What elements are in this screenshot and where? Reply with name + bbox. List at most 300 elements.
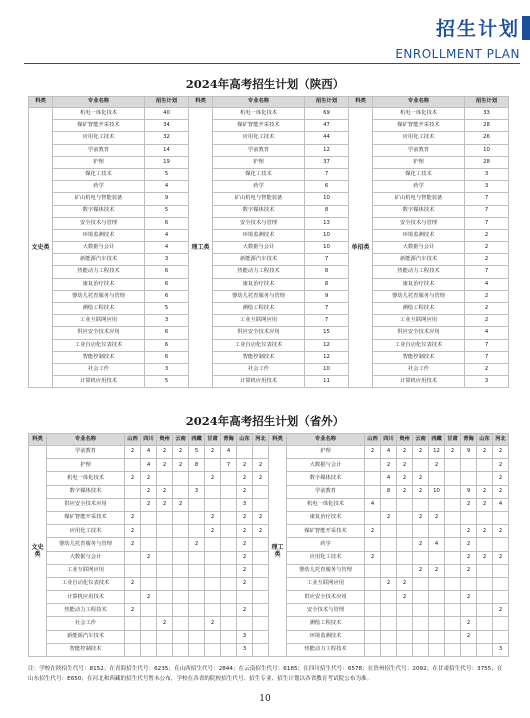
plan-count: 32 [145, 132, 189, 144]
plan-count [429, 617, 445, 630]
plan-count [141, 643, 157, 656]
header-cat: 科类 [29, 97, 53, 108]
plan-count [429, 591, 445, 604]
plan-count [445, 564, 461, 577]
major-name: 矿山机电与智能装备 [373, 193, 465, 205]
category-cell: 理工类 [269, 446, 287, 657]
plan-count: 15 [305, 327, 349, 339]
plan-count [125, 643, 141, 656]
plan-count: 2 [465, 229, 509, 241]
plan-count [189, 525, 205, 538]
plan-count [141, 538, 157, 551]
header-major: 专业名称 [287, 434, 365, 446]
plan-count [189, 617, 205, 630]
plan-count: 5 [189, 446, 205, 459]
plan-count [141, 617, 157, 630]
plan-count: 2 [381, 511, 397, 524]
plan-count [381, 604, 397, 617]
plan-count [413, 498, 429, 511]
header-major: 专业名称 [53, 97, 145, 108]
plan-count: 2 [125, 577, 141, 590]
plan-count: 10 [305, 193, 349, 205]
header-plan: 招生计划 [305, 97, 349, 108]
plan-count [237, 446, 253, 459]
major-name: 大数据与会计 [47, 551, 125, 564]
header-province: 山东 [477, 434, 493, 446]
major-name: 工业互联网应用 [53, 315, 145, 327]
plan-count: 2 [173, 446, 189, 459]
plan-count [381, 525, 397, 538]
major-name: 环境监测技术 [373, 229, 465, 241]
plan-count [125, 591, 141, 604]
plan-count [381, 564, 397, 577]
plan-count [493, 511, 509, 524]
plan-count: 40 [145, 108, 189, 120]
table-row [29, 266, 509, 278]
plan-count: 2 [125, 446, 141, 459]
plan-count [477, 459, 493, 472]
plan-count: 9 [461, 485, 477, 498]
plan-count [381, 551, 397, 564]
plan-count: 7 [465, 217, 509, 229]
table-row [29, 181, 509, 193]
plan-count: 2 [381, 459, 397, 472]
plan-count [477, 577, 493, 590]
plan-count: 4 [465, 327, 509, 339]
header-province: 青海 [221, 434, 237, 446]
major-name: 热能动力工程技术 [47, 604, 125, 617]
plan-count: 12 [429, 446, 445, 459]
plan-count [221, 472, 237, 485]
major-name: 学前教育 [373, 144, 465, 156]
plan-count: 2 [445, 446, 461, 459]
plan-count: 2 [237, 485, 253, 498]
plan-count [141, 525, 157, 538]
major-name: 安全技术与管理 [213, 217, 305, 229]
plan-count: 2 [465, 242, 509, 254]
plan-count [253, 564, 269, 577]
plan-count [189, 643, 205, 656]
plan-count: 6 [305, 181, 349, 193]
plan-count: 2 [397, 472, 413, 485]
plan-count: 3 [145, 315, 189, 327]
plan-count: 7 [465, 193, 509, 205]
plan-count: 2 [477, 498, 493, 511]
plan-count: 34 [145, 120, 189, 132]
plan-count [477, 564, 493, 577]
major-name: 工业自动化仪表技术 [47, 577, 125, 590]
plan-count [429, 630, 445, 643]
plan-count [125, 630, 141, 643]
plan-count: 7 [465, 339, 509, 351]
plan-count [493, 630, 509, 643]
major-name: 学前教育 [53, 144, 145, 156]
plan-count: 2 [465, 363, 509, 375]
plan-count: 2 [461, 525, 477, 538]
plan-count: 13 [305, 217, 349, 229]
plan-count [125, 498, 141, 511]
major-name: 环境监测技术 [213, 229, 305, 241]
header-province: 甘肃 [205, 434, 221, 446]
plan-count [445, 525, 461, 538]
plan-count: 2 [253, 511, 269, 524]
plan-count [173, 551, 189, 564]
header-cat: 科类 [269, 434, 287, 446]
major-name: 护理 [373, 156, 465, 168]
plan-count [189, 591, 205, 604]
plan-count [221, 525, 237, 538]
major-name: 煤矿智能开采技术 [213, 120, 305, 132]
plan-count [141, 630, 157, 643]
major-name: 煤矿智能开采技术 [287, 525, 365, 538]
plan-count: 2 [173, 459, 189, 472]
plan-count [141, 511, 157, 524]
plan-count [413, 617, 429, 630]
plan-count: 2 [205, 511, 221, 524]
major-name: 数字媒体技术 [287, 472, 365, 485]
plan-count [205, 604, 221, 617]
plan-count [253, 538, 269, 551]
plan-count: 3 [465, 376, 509, 388]
plan-count [413, 459, 429, 472]
footnote: 注：学校在陕招生代号：8152；在青海招生代号：6235；在山西招生代号：2844；在云南招生代号：6185；在四川招生代号：6578；在贵州招生代号：2092；在甘肃招生代号：3755；在山东招生代号：E650；在河北和西藏的招生代号暂未公布，学校在各省的院校招生代号、招生专业、招生计划以各省教育考试院公布为准。 [28, 666, 503, 682]
major-name: 煤矿智能开采技术 [47, 511, 125, 524]
table-row [29, 315, 509, 327]
major-name: 安全技术与管理 [287, 604, 365, 617]
plan-count [397, 498, 413, 511]
header-province: 四川 [141, 434, 157, 446]
table-row [29, 205, 509, 217]
table-row [29, 376, 509, 388]
outside-plan-table [28, 433, 509, 657]
plan-count: 5 [145, 205, 189, 217]
plan-count: 8 [305, 278, 349, 290]
plan-count [397, 511, 413, 524]
plan-count: 2 [253, 472, 269, 485]
plan-count: 2 [173, 498, 189, 511]
plan-count: 6 [145, 351, 189, 363]
plan-count: 2 [397, 485, 413, 498]
plan-count: 2 [237, 564, 253, 577]
plan-count: 2 [141, 485, 157, 498]
plan-count [493, 564, 509, 577]
plan-count: 28 [465, 156, 509, 168]
page-number: 10 [259, 694, 271, 704]
plan-count: 8 [305, 205, 349, 217]
plan-count: 2 [461, 630, 477, 643]
plan-count [397, 525, 413, 538]
plan-count [365, 604, 381, 617]
plan-count [461, 577, 477, 590]
plan-count [445, 577, 461, 590]
major-name: 婴幼儿托育服务与管理 [287, 564, 365, 577]
major-name: 社会工作 [53, 363, 145, 375]
plan-count [221, 564, 237, 577]
plan-count [253, 498, 269, 511]
plan-count: 2 [397, 591, 413, 604]
plan-count [253, 643, 269, 656]
plan-count [445, 591, 461, 604]
major-name: 智能控制技术 [47, 643, 125, 656]
plan-count [141, 564, 157, 577]
major-name: 康复治疗技术 [287, 511, 365, 524]
plan-count [445, 551, 461, 564]
plan-count: 2 [237, 525, 253, 538]
major-name: 测绘工程技术 [373, 303, 465, 315]
major-name: 学前教育 [47, 446, 125, 459]
plan-count [429, 525, 445, 538]
header-province: 山西 [125, 434, 141, 446]
plan-count: 10 [465, 144, 509, 156]
plan-count [221, 604, 237, 617]
table-row [29, 108, 509, 120]
plan-count [173, 472, 189, 485]
plan-count [429, 577, 445, 590]
plan-count: 4 [221, 446, 237, 459]
plan-count: 5 [145, 376, 189, 388]
plan-count [205, 643, 221, 656]
plan-count [461, 459, 477, 472]
plan-count: 2 [157, 498, 173, 511]
plan-count [493, 577, 509, 590]
plan-count [205, 551, 221, 564]
plan-count: 10 [305, 229, 349, 241]
plan-count [189, 577, 205, 590]
plan-count [397, 551, 413, 564]
plan-count: 2 [429, 459, 445, 472]
plan-count: 28 [465, 120, 509, 132]
major-name: 热能动力工程技术 [213, 266, 305, 278]
plan-count: 2 [125, 525, 141, 538]
major-name: 工业互联网应用 [373, 315, 465, 327]
major-name: 环境监测技术 [53, 229, 145, 241]
plan-count [189, 551, 205, 564]
major-name: 机电一体化技术 [213, 108, 305, 120]
major-name: 供应安全技术应用 [373, 327, 465, 339]
plan-count: 2 [493, 446, 509, 459]
plan-count [365, 459, 381, 472]
plan-count [477, 643, 493, 656]
header-divider [24, 63, 520, 64]
plan-count [253, 604, 269, 617]
plan-count [125, 485, 141, 498]
plan-count: 2 [413, 511, 429, 524]
major-name: 大数据与会计 [53, 242, 145, 254]
plan-count [157, 643, 173, 656]
major-name: 应用化工技术 [213, 132, 305, 144]
major-name: 药学 [287, 538, 365, 551]
major-name: 数字媒体技术 [213, 205, 305, 217]
plan-count [429, 472, 445, 485]
plan-count: 7 [305, 168, 349, 180]
plan-count [477, 511, 493, 524]
plan-count [125, 459, 141, 472]
plan-count [413, 643, 429, 656]
header-major: 专业名称 [373, 97, 465, 108]
plan-count [205, 498, 221, 511]
plan-count [205, 630, 221, 643]
plan-count: 2 [157, 617, 173, 630]
plan-count: 2 [493, 604, 509, 617]
table-row [29, 120, 509, 132]
plan-count [221, 485, 237, 498]
major-name: 测绘工程技术 [53, 303, 145, 315]
table-row [29, 278, 509, 290]
plan-count: 2 [465, 315, 509, 327]
major-name: 应用化工技术 [373, 132, 465, 144]
plan-count [125, 551, 141, 564]
plan-count [365, 630, 381, 643]
plan-count: 6 [145, 278, 189, 290]
major-name: 机电一体化技术 [373, 108, 465, 120]
plan-count: 2 [461, 591, 477, 604]
major-name: 学前教育 [213, 144, 305, 156]
shaanxi-plan-table [28, 96, 509, 388]
category-cell: 文史类 [29, 446, 47, 657]
plan-count [205, 485, 221, 498]
major-name: 药学 [213, 181, 305, 193]
major-name: 数字媒体技术 [47, 485, 125, 498]
table-row [29, 339, 509, 351]
plan-count [493, 591, 509, 604]
plan-count [445, 604, 461, 617]
major-name: 新能源汽车技术 [53, 254, 145, 266]
plan-count: 4 [381, 472, 397, 485]
plan-count [173, 577, 189, 590]
plan-count [445, 472, 461, 485]
header-province: 河北 [253, 434, 269, 446]
plan-count [445, 643, 461, 656]
plan-count [381, 538, 397, 551]
plan-count: 44 [305, 132, 349, 144]
major-name: 机电一体化技术 [47, 472, 125, 485]
plan-count [429, 604, 445, 617]
major-name: 煤化工技术 [53, 168, 145, 180]
plan-count: 2 [465, 254, 509, 266]
major-name: 数字媒体技术 [53, 205, 145, 217]
plan-count [413, 604, 429, 617]
major-name: 煤矿智能开采技术 [373, 120, 465, 132]
plan-count [221, 617, 237, 630]
header-province: 云南 [173, 434, 189, 446]
major-name: 新能源汽车技术 [213, 254, 305, 266]
major-name: 安全技术与管理 [53, 217, 145, 229]
plan-count: 2 [397, 446, 413, 459]
header-cat: 科类 [189, 97, 213, 108]
plan-count: 3 [237, 630, 253, 643]
plan-count [397, 643, 413, 656]
plan-count [141, 604, 157, 617]
header-plan: 招生计划 [465, 97, 509, 108]
plan-count [397, 617, 413, 630]
plan-count: 2 [365, 446, 381, 459]
plan-count [189, 472, 205, 485]
header-province: 甘肃 [445, 434, 461, 446]
plan-count: 3 [237, 643, 253, 656]
table-row [29, 290, 509, 302]
plan-count [221, 643, 237, 656]
plan-count [157, 630, 173, 643]
plan-count: 2 [205, 525, 221, 538]
plan-count [429, 498, 445, 511]
table-row [29, 327, 509, 339]
major-name: 护理 [53, 156, 145, 168]
plan-count [173, 564, 189, 577]
plan-count [413, 577, 429, 590]
plan-count: 12 [305, 351, 349, 363]
major-name: 供应安全技术应用 [287, 591, 365, 604]
table-row [29, 193, 509, 205]
plan-count [365, 564, 381, 577]
plan-count [173, 604, 189, 617]
category-cell: 理工类 [189, 108, 213, 388]
table-row [29, 144, 509, 156]
plan-count: 7 [465, 205, 509, 217]
major-name: 煤化工技术 [373, 168, 465, 180]
major-name: 智能控制技术 [373, 351, 465, 363]
plan-count [221, 498, 237, 511]
plan-count [365, 577, 381, 590]
plan-count [477, 630, 493, 643]
plan-count [189, 604, 205, 617]
plan-count: 2 [461, 617, 477, 630]
plan-count [253, 485, 269, 498]
major-name: 新能源汽车技术 [47, 630, 125, 643]
plan-count [429, 551, 445, 564]
plan-count: 2 [461, 498, 477, 511]
plan-count [173, 591, 189, 604]
plan-count: 2 [429, 511, 445, 524]
plan-count: 4 [365, 498, 381, 511]
major-name: 工业互联网应用 [47, 564, 125, 577]
plan-count: 7 [465, 351, 509, 363]
major-name: 矿山机电与智能装备 [213, 193, 305, 205]
plan-count [253, 551, 269, 564]
plan-count: 2 [237, 551, 253, 564]
major-name: 智能控制技术 [53, 351, 145, 363]
plan-count [173, 525, 189, 538]
major-name: 数字媒体技术 [373, 205, 465, 217]
header-province: 四川 [381, 434, 397, 446]
plan-count [445, 498, 461, 511]
major-name: 计算机应用技术 [213, 376, 305, 388]
plan-count [221, 630, 237, 643]
plan-count [253, 617, 269, 630]
plan-count [445, 485, 461, 498]
plan-count [461, 472, 477, 485]
plan-count: 7 [465, 266, 509, 278]
plan-count: 8 [381, 485, 397, 498]
plan-count: 3 [145, 254, 189, 266]
plan-count [221, 538, 237, 551]
plan-count [205, 591, 221, 604]
plan-count: 14 [145, 144, 189, 156]
plan-count: 33 [465, 108, 509, 120]
plan-count: 7 [305, 254, 349, 266]
major-name: 药学 [373, 181, 465, 193]
header-province: 青海 [461, 434, 477, 446]
plan-count: 3 [465, 168, 509, 180]
plan-count [189, 498, 205, 511]
plan-count [381, 617, 397, 630]
major-name: 工业互联网应用 [213, 315, 305, 327]
plan-count: 4 [493, 498, 509, 511]
plan-count: 2 [253, 525, 269, 538]
plan-count: 2 [141, 472, 157, 485]
major-name: 婴幼儿托育服务与管理 [53, 290, 145, 302]
plan-count: 4 [145, 181, 189, 193]
plan-count: 4 [145, 229, 189, 241]
